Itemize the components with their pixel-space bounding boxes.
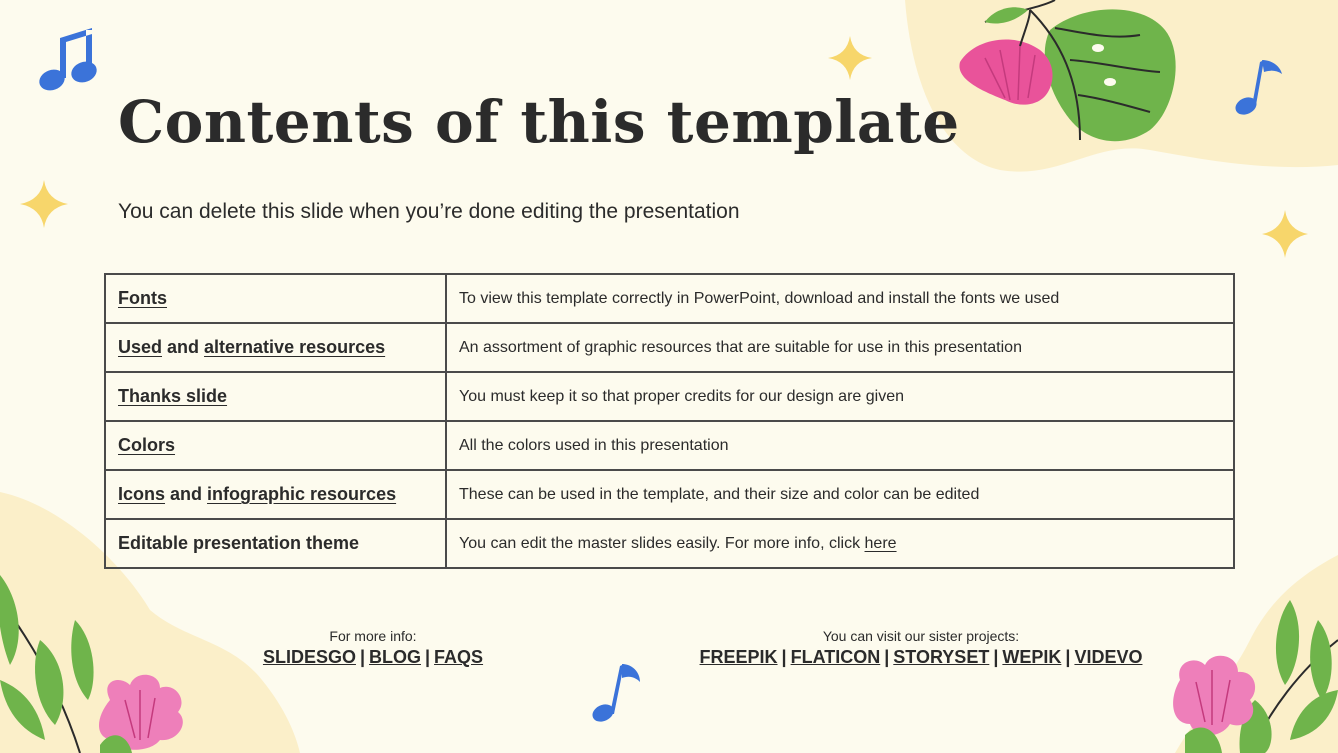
table-row	[105, 519, 1234, 568]
resource-link[interactable]: infographic resources	[207, 484, 397, 504]
more-info-link[interactable]: SLIDESGO	[262, 647, 356, 667]
cell-text: You must keep it so that proper credits for our design are given	[459, 387, 904, 405]
star-icon	[828, 36, 872, 80]
link-separator: |	[993, 647, 999, 667]
table-row	[105, 372, 1234, 421]
sister-project-link[interactable]: FLATICON	[790, 647, 881, 667]
cell-text: and	[162, 337, 205, 357]
resource-link[interactable]: Used	[118, 337, 163, 357]
cell-text: Editable presentation theme	[118, 533, 360, 553]
sister-projects-block	[690, 628, 1152, 668]
resource-link[interactable]: Fonts	[118, 288, 167, 308]
table-row	[105, 274, 1234, 323]
table-cell-description	[446, 274, 1234, 323]
page-subtitle: You can delete this slide when you’re done editing the presentation	[118, 200, 740, 223]
table-cell-description	[446, 323, 1234, 372]
star-icon	[1262, 210, 1308, 258]
cell-text: To view this template correctly in PowerPoint, download and install the fonts we used	[459, 289, 1060, 307]
table-row	[105, 470, 1234, 519]
cell-text: and	[165, 484, 208, 504]
more-info-block	[240, 628, 506, 668]
table-cell-description	[446, 372, 1234, 421]
star-icon	[20, 180, 68, 228]
sister-projects-label: You can visit our sister projects:	[822, 628, 1020, 644]
link-separator: |	[781, 647, 787, 667]
resource-link[interactable]: Colors	[118, 435, 176, 455]
table-cell-description	[446, 421, 1234, 470]
more-info-label: For more info:	[329, 628, 417, 644]
table-cell-topic	[105, 519, 446, 568]
sister-projects-links	[690, 647, 1152, 668]
music-note-icon	[590, 664, 640, 725]
table-cell-topic	[105, 421, 446, 470]
cell-text: All the colors used in this presentation	[459, 436, 729, 454]
link-separator: |	[1065, 647, 1071, 667]
sister-project-link[interactable]: FREEPIK	[699, 647, 778, 667]
resource-link[interactable]: Thanks slide	[118, 386, 228, 406]
more-info-link[interactable]: BLOG	[369, 647, 421, 667]
table-cell-topic	[105, 470, 446, 519]
link-separator: |	[359, 647, 365, 667]
table-cell-topic	[105, 372, 446, 421]
more-info-links	[240, 647, 506, 668]
sister-project-link[interactable]: STORYSET	[893, 647, 990, 667]
page-title: Contents of this template	[118, 88, 960, 156]
table-cell-description	[446, 470, 1234, 519]
more-info-link[interactable]: FAQS	[434, 647, 484, 667]
resource-link[interactable]: here	[864, 534, 897, 552]
sister-project-link[interactable]: WEPIK	[1002, 647, 1062, 667]
contents-table	[104, 273, 1235, 569]
cell-text: You can edit the master slides easily. For more info, click	[459, 534, 865, 552]
music-note-icon	[36, 1, 99, 93]
sister-project-link[interactable]: VIDEVO	[1074, 647, 1143, 667]
cell-text: An assortment of graphic resources that are suitable for use in this presentation	[459, 338, 1022, 356]
table-row	[105, 421, 1234, 470]
table-cell-topic	[105, 274, 446, 323]
resource-link[interactable]: alternative resources	[204, 337, 386, 357]
resource-link[interactable]: Icons	[118, 484, 166, 504]
cell-text: These can be used in the template, and their size and color can be edited	[459, 485, 980, 503]
table-row	[105, 323, 1234, 372]
link-separator: |	[425, 647, 431, 667]
table-cell-topic	[105, 323, 446, 372]
table-cell-description	[446, 519, 1234, 568]
link-separator: |	[884, 647, 890, 667]
